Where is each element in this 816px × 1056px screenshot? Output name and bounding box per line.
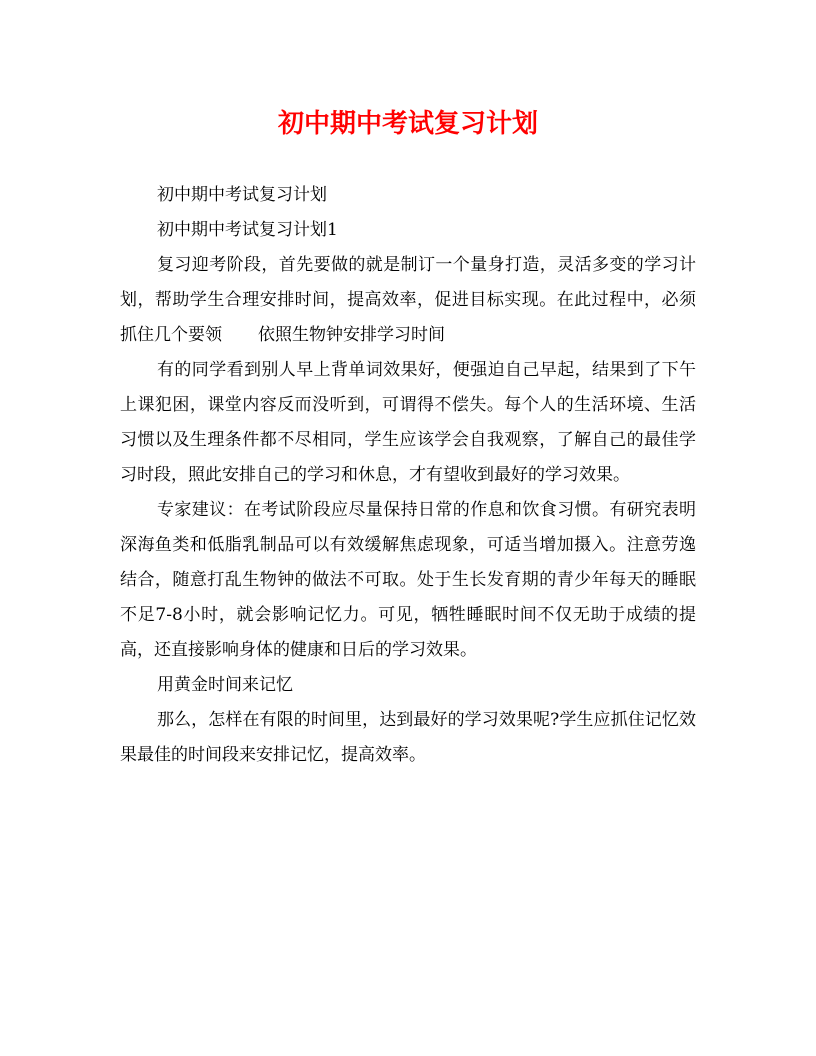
section-heading-biological-clock: 依照生物钟安排学习时间 xyxy=(258,325,445,345)
paragraph-plan-number: 初中期中考试复习计划1 xyxy=(157,220,338,240)
paragraph-memory-efficiency: 那么，怎样在有限的时间里，达到最好的学习效果呢?学生应抓住记忆效果最佳的时间段来安排记忆，提高效率。 xyxy=(120,710,696,765)
paragraph-personal-schedule: 有的同学看到别人早上背单词效果好，便强迫自己早起，结果到了下午上课犯困，课堂内容反而没听到，可谓得不偿失。每个人的生活环境、生活习惯以及生理条件都不尽相同，学生应该学会自我观察，了解自己的最佳学习时段，照此安排自己的学习和休息，才有望收到最好的学习效果。 xyxy=(120,360,696,485)
document-title: 初中期中考试复习计划 xyxy=(277,109,538,139)
paragraph-intro xyxy=(120,248,696,353)
document-body xyxy=(120,178,696,773)
section-heading-golden-time: 用黄金时间来记忆 xyxy=(157,675,293,695)
paragraph-repeat-title: 初中期中考试复习计划 xyxy=(157,185,327,205)
intro-text: 复习迎考阶段，首先要做的就是制订一个量身打造，灵活多变的学习计划，帮助学生合理安排时间，提高效率，促进目标实现。在此过程中，必须抓住几个要领 xyxy=(120,255,696,345)
paragraph-expert-advice: 专家建议：在考试阶段应尽量保持日常的作息和饮食习惯。有研究表明深海鱼类和低脂乳制品可以有效缓解焦虑现象，可适当增加摄入。注意劳逸结合，随意打乱生物钟的做法不可取。处于生长发育期的青少年每天的睡眠不足7-8小时，就会影响记忆力。可见，牺牲睡眠时间不仅无助于成绩的提高，还直接影响身体的健康和日后的学习效果。 xyxy=(120,500,696,660)
